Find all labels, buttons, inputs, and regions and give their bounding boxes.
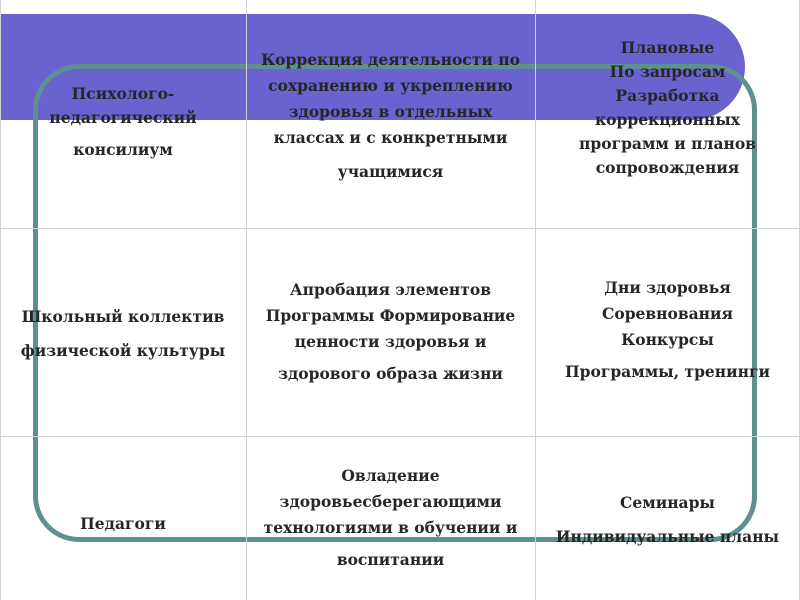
- cell-line: учащимися: [337, 162, 444, 181]
- cell-line: консилиум: [73, 140, 173, 159]
- cell-line: По запросам: [609, 62, 726, 81]
- cell-line: Апробация элементов: [290, 280, 491, 299]
- cell-line: Овладение: [341, 466, 440, 485]
- cell-line: сопровождения: [595, 158, 740, 177]
- grid-line: [0, 436, 800, 437]
- cell-line: Педагоги: [80, 513, 166, 533]
- cell-line: программ и планов: [579, 134, 756, 153]
- cell-line: Дни здоровья: [604, 278, 731, 297]
- cell-line: ценности здоровья и: [294, 332, 487, 351]
- table-cell: [535, 486, 800, 554]
- cell-line: Разработка: [615, 86, 720, 105]
- table-cell: [246, 464, 535, 572]
- table-cell: [0, 300, 246, 368]
- cell-line: Конкурсы: [621, 330, 714, 349]
- cell-line: воспитании: [336, 550, 445, 569]
- cell-line: Школьный коллектив: [21, 307, 225, 326]
- cell-line: педагогический: [49, 108, 197, 127]
- cell-line: Соревнования: [602, 304, 733, 323]
- table-cell: [0, 508, 246, 538]
- table-cell: [535, 278, 800, 382]
- cell-line: технологиями в обучении и: [263, 518, 518, 537]
- cell-line: Программы Формирование: [265, 306, 516, 325]
- cell-line: Программы, тренинги: [565, 362, 770, 381]
- cell-line: здорового образа жизни: [278, 364, 503, 383]
- cell-line: Коррекция деятельности по: [261, 50, 520, 69]
- table-cell: [535, 34, 800, 182]
- cell-line: Психолого-: [71, 84, 175, 103]
- cell-line: здоровьесберегающими: [279, 492, 502, 511]
- grid-line: [0, 228, 800, 229]
- cell-line: Семинары: [620, 493, 715, 512]
- cell-line: сохранению и укреплению: [268, 76, 513, 95]
- table-cell: [246, 48, 535, 184]
- cell-line: классах и с конкретными: [273, 128, 508, 147]
- table-cell: [0, 72, 246, 172]
- table-cell: [246, 280, 535, 384]
- cell-line: Индивидуальные планы: [555, 527, 780, 546]
- cell-line: Плановые: [620, 38, 715, 57]
- cell-line: коррекционных: [594, 110, 741, 129]
- cell-line: физической культуры: [20, 341, 226, 360]
- cell-line: здоровья в отдельных: [288, 102, 493, 121]
